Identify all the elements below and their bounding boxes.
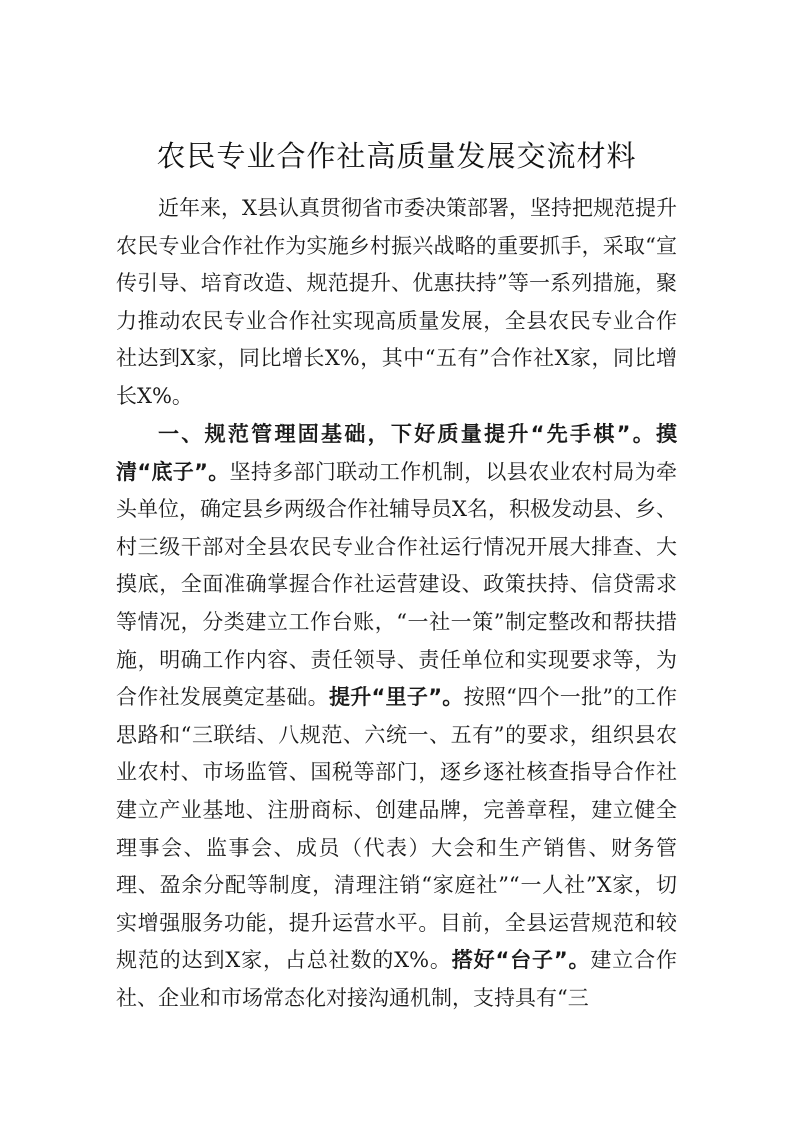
subsection-3-text: 建立合作社、企业和市场常态化对接沟通机制，支持具有“三 (116, 948, 678, 1010)
section-1-heading: 一、规范管理固基础，下好质量提升“先手棋”。 (158, 422, 656, 446)
intro-paragraph: 近年来，X县认真贯彻省市委决策部署，坚持把规范提升农民专业合作社作为实施乡村振兴战略的重要抓手，采取“宣传引导、培育改造、规范提升、优惠扶持”等一系列措施，聚力推动农民专业合作社实现高质量发展，全县农民专业合作社达到X家，同比增长X%，其中“五有”合作社X家，同比增长X%。 (116, 196, 677, 408)
subsection-1-text: 坚持多部门联动工作机制，以县农业农村局为牵头单位，确定县乡两级合作社辅导员X名，积极发动县、乡、村三级干部对全县农民专业合作社运行情况开展大排查、大摸底，全面准确掌握合作社运营建设、政策扶持、信贷需求等情况，分类建立工作台账，“一社一策”制定整改和帮扶措施，明确工作内容、责任领导、责任单位和实现要求等，为合作社发展奠定基础。 (116, 459, 677, 710)
document-title: 农民专业合作社高质量发展交流材料 (156, 139, 637, 173)
subsection-2-title: 提升“里子”。 (328, 685, 464, 710)
subsection-3-title: 搭好“台子”。 (451, 948, 591, 973)
section-1-block (116, 416, 677, 1018)
section-1-paragraph (116, 416, 677, 1018)
intro-paragraph-block (116, 190, 677, 416)
subsection-2-text: 按照“四个一批”的工作思路和“三联结、八规范、六统一、五有”的要求，组织县农业农村、市场监管、国税等部门，逐乡逐社核查指导合作社建立产业基地、注册商标、创建品牌，完善章程，建立健全理事会、监事会、成员（代表）大会和生产销售、财务管理、盈余分配等制度，清理注销“家庭社”“一人社”X家，切实增强服务功能，提升运营水平。目前，全县运营规范和较规范的达到X家，占总社数的X%。 (116, 685, 677, 973)
subsection-1-title: 摸清“底子”。 (116, 422, 677, 484)
